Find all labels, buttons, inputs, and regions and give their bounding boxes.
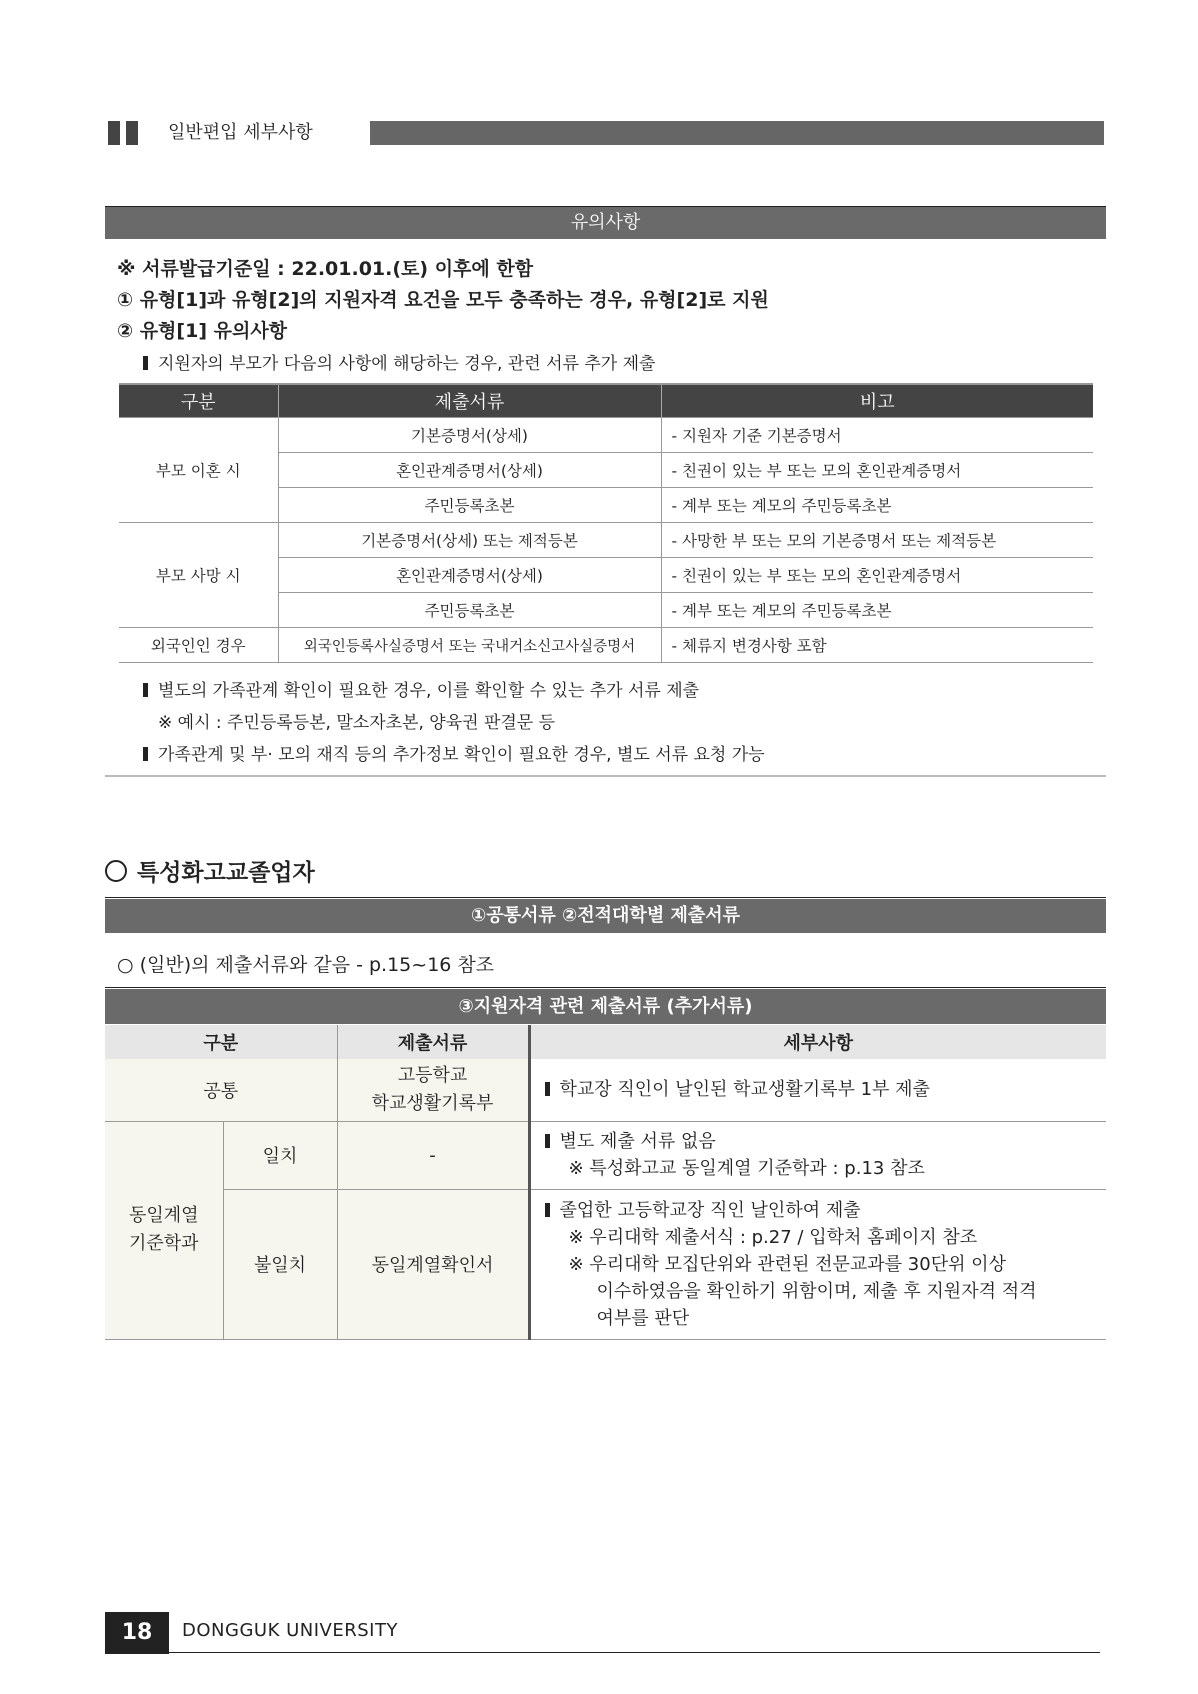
doc-text: 고등학교 (397, 1064, 468, 1086)
column-header: 구분 (119, 384, 278, 418)
doc-cell: - (337, 1121, 529, 1189)
header-marker (126, 121, 138, 145)
section-heading (105, 854, 315, 887)
subcategory-cell: 불일치 (223, 1189, 337, 1339)
column-header: 비고 (661, 384, 1093, 418)
bullet-icon (545, 1134, 550, 1148)
bullet-icon (143, 356, 148, 370)
page-number: 18 (105, 1612, 169, 1654)
doc-cell: 혼인관계증명서(상세) (278, 558, 661, 593)
detail-text: 졸업한 고등학교장 직인 날인하여 제출 (559, 1199, 861, 1221)
doc-text: 학교생활기록부 (371, 1092, 494, 1114)
qualification-docs-bar: ③지원자격 관련 제출서류 (추가서류) (105, 989, 1106, 1024)
bullet-icon (143, 747, 148, 761)
detail-cell (529, 1189, 1106, 1339)
detail-text: 이수하였음을 확인하기 위함이며, 제출 후 지원자격 적격 (596, 1280, 1037, 1302)
doc-cell (337, 1059, 529, 1121)
detail-text: ※ 특성화고교 동일계열 기준학과 : p.13 참조 (568, 1158, 925, 1179)
doc-cell: 기본증명서(상세) 또는 제적등본 (278, 523, 661, 558)
doc-cell: 주민등록초본 (278, 488, 661, 523)
doc-cell: 주민등록초본 (278, 593, 661, 628)
note-cell: - 사망한 부 또는 모의 기본증명서 또는 제적등본 (661, 523, 1093, 558)
column-header: 세부사항 (529, 1025, 1106, 1059)
notice-line-text: 별도의 가족관계 확인이 필요한 경우, 이를 확인할 수 있는 추가 서류 제출 (158, 681, 700, 701)
notice-line-text: 가족관계 및 부· 모의 재직 등의 추가정보 확인이 필요한 경우, 별도 서류 요청 가능 (158, 745, 765, 765)
parent-docs-table (119, 383, 1093, 663)
doc-cell: 혼인관계증명서(상세) (278, 453, 661, 488)
notice-line: ※ 예시 : 주민등록등본, 말소자초본, 양육권 판결문 등 (158, 713, 556, 733)
detail-text: 별도 제출 서류 없음 (559, 1131, 716, 1152)
notice-line: ※ 서류발급기준일 : 22.01.01.(토) 이후에 한함 (117, 258, 534, 280)
qualification-table (105, 1025, 1106, 1340)
note-cell: - 계부 또는 계모의 주민등록초본 (661, 593, 1093, 628)
bullet-icon (545, 1082, 550, 1096)
table-row (105, 1189, 1106, 1339)
notice-line (143, 349, 655, 374)
group-label: 부모 사망 시 (119, 523, 278, 628)
group-label: 외국인인 경우 (119, 628, 278, 663)
notice-line (143, 676, 699, 701)
doc-cell: 기본증명서(상세) (278, 418, 661, 453)
column-header: 구분 (105, 1025, 337, 1059)
circle-icon (105, 860, 127, 882)
notice-title: 유의사항 (105, 207, 1106, 239)
note-cell: - 체류지 변경사항 포함 (661, 628, 1093, 663)
subcategory-cell: 일치 (223, 1121, 337, 1189)
detail-text: ※ 우리대학 제출서식 : p.27 / 입학처 홈페이지 참조 (568, 1226, 978, 1248)
header-bar (370, 121, 1104, 145)
category-cell: 공통 (105, 1059, 337, 1121)
group-label: 부모 이혼 시 (119, 418, 278, 523)
bullet-icon (143, 683, 148, 697)
table-row (119, 628, 1093, 663)
notice-line: ② 유형[1] 유의사항 (117, 320, 288, 342)
notice-bottom-rule (105, 775, 1106, 777)
section-header-title: 일반편입 세부사항 (168, 122, 313, 143)
column-header: 제출서류 (337, 1025, 529, 1059)
docs-bar: ①공통서류 ②전적대학별 제출서류 (105, 899, 1106, 933)
category-cell (105, 1121, 223, 1339)
bar-top-rule (105, 897, 1106, 898)
note-cell: - 계부 또는 계모의 주민등록초본 (661, 488, 1093, 523)
table-header-row (105, 1025, 1106, 1059)
note-cell: - 친권이 있는 부 또는 모의 혼인관계증명서 (661, 453, 1093, 488)
doc-cell: 동일계열확인서 (337, 1189, 529, 1339)
table-row (105, 1121, 1106, 1189)
note-cell: - 지원자 기준 기본증명서 (661, 418, 1093, 453)
footer-university: DONGGUK UNIVERSITY (182, 1620, 398, 1641)
bullet-icon (545, 1203, 550, 1217)
detail-cell (529, 1121, 1106, 1189)
notice-line: ① 유형[1]과 유형[2]의 지원자격 요건을 모두 충족하는 경우, 유형[2]로 지원 (117, 289, 769, 311)
table-row (119, 523, 1093, 558)
detail-text: 여부를 판단 (596, 1307, 690, 1329)
footer-rule (169, 1652, 1100, 1653)
column-header: 제출서류 (278, 384, 661, 418)
note-cell: - 친권이 있는 부 또는 모의 혼인관계증명서 (661, 558, 1093, 593)
detail-text: ※ 우리대학 모집단위와 관련된 전문교과를 30단위 이상 (568, 1253, 1006, 1275)
detail-text: 학교장 직인이 날인된 학교생활기록부 1부 제출 (559, 1079, 930, 1101)
bar-top-rule (105, 987, 1106, 988)
notice-line (143, 740, 765, 765)
reference-line: ○ (일반)의 제출서류와 같음 - p.15~16 참조 (117, 954, 495, 976)
header-marker (108, 121, 120, 145)
notice-line-text: 지원자의 부모가 다음의 사항에 해당하는 경우, 관련 서류 추가 제출 (158, 354, 656, 374)
detail-cell (529, 1059, 1106, 1121)
table-row (105, 1059, 1106, 1121)
category-text: 기준학과 (128, 1233, 199, 1254)
doc-cell: 외국인등록사실증명서 또는 국내거소신고사실증명서 (278, 628, 661, 663)
table-header-row (119, 384, 1093, 418)
section-heading-text: 특성화고교졸업자 (137, 860, 315, 886)
table-row (119, 418, 1093, 453)
category-text: 동일계열 (128, 1205, 199, 1226)
